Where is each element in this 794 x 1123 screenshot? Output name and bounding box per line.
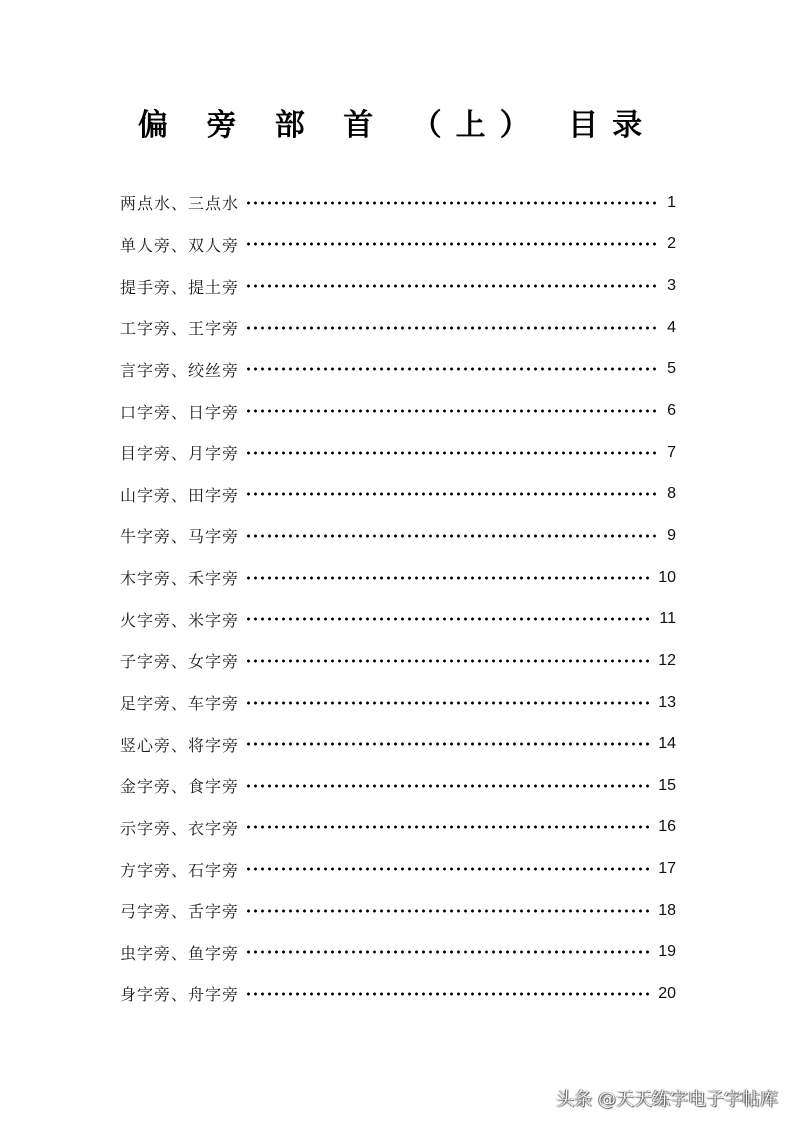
- dot-leader: [245, 617, 651, 621]
- toc-entry[interactable]: [120, 515, 676, 557]
- toc-entry[interactable]: [120, 349, 676, 391]
- toc-entry[interactable]: [120, 432, 676, 474]
- toc-entry-page: 15: [658, 776, 676, 794]
- toc-entry-page: 16: [658, 818, 676, 836]
- toc-entry-page: 14: [658, 735, 676, 753]
- toc-entry-label: 火字旁、米字旁: [120, 610, 240, 630]
- toc-entry-page: 6: [667, 402, 676, 420]
- toc-entry-page: 1: [667, 193, 676, 211]
- toc-entry[interactable]: [120, 640, 676, 682]
- dot-leader: [245, 867, 650, 871]
- toc-entry-label: 竖心旁、将字旁: [120, 735, 240, 755]
- toc-entry-label: 单人旁、双人旁: [120, 235, 240, 255]
- toc-entry[interactable]: [120, 307, 676, 349]
- toc-entry-label: 提手旁、提土旁: [120, 277, 240, 297]
- toc-entry-page: 4: [667, 318, 676, 336]
- toc-entry-label: 示字旁、衣字旁: [120, 818, 240, 838]
- toc-entry-label: 虫字旁、鱼字旁: [120, 943, 240, 963]
- dot-leader: [245, 784, 650, 788]
- toc-entry-page: 7: [667, 443, 676, 461]
- toc-entry-label: 弓字旁、舌字旁: [120, 902, 240, 922]
- dot-leader: [245, 992, 650, 996]
- toc-entry[interactable]: [120, 182, 676, 224]
- toc-entry-label: 两点水、三点水: [120, 194, 240, 214]
- toc-entry[interactable]: [120, 807, 676, 849]
- watermark: 头条 @天天练字电子字帖库: [556, 1089, 778, 1110]
- dot-leader: [245, 576, 650, 580]
- toc-entry[interactable]: [120, 973, 676, 1015]
- toc-entry-label: 工字旁、王字旁: [120, 319, 240, 339]
- page-title: 偏 旁 部 首 （上） 目录: [137, 108, 657, 143]
- toc-entry-label: 口字旁、日字旁: [120, 402, 240, 422]
- toc-entry-page: 2: [667, 235, 676, 253]
- toc-entry-label: 金字旁、食字旁: [120, 777, 240, 797]
- toc-entry-page: 20: [658, 984, 676, 1002]
- toc-entry[interactable]: [120, 598, 676, 640]
- dot-leader: [245, 409, 656, 413]
- toc-entry-label: 牛字旁、马字旁: [120, 527, 240, 547]
- dot-leader: [245, 492, 656, 496]
- dot-leader: [245, 451, 656, 455]
- dot-leader: [245, 534, 656, 538]
- toc-entry-page: 5: [667, 360, 676, 378]
- toc-entry-label: 言字旁、绞丝旁: [120, 360, 240, 380]
- toc-entry-page: 18: [658, 901, 676, 919]
- dot-leader: [245, 909, 650, 913]
- toc-entry[interactable]: [120, 890, 676, 932]
- toc-entry-label: 足字旁、车字旁: [120, 694, 240, 713]
- dot-leader: [245, 659, 650, 663]
- toc-entry[interactable]: [120, 723, 676, 765]
- dot-leader: [245, 326, 656, 330]
- toc-entry[interactable]: [120, 224, 676, 266]
- table-of-contents: [120, 182, 676, 1015]
- dot-leader: [245, 367, 656, 371]
- toc-entry-page: 8: [667, 485, 676, 503]
- toc-entry-label: 木字旁、禾字旁: [120, 569, 240, 589]
- toc-entry[interactable]: [120, 765, 676, 807]
- toc-entry[interactable]: [120, 932, 676, 974]
- toc-entry-label: 方字旁、石字旁: [120, 860, 240, 880]
- toc-entry[interactable]: [120, 265, 676, 307]
- toc-entry-label: 子字旁、女字旁: [120, 652, 240, 672]
- toc-entry-page: 3: [667, 277, 676, 295]
- dot-leader: [245, 201, 656, 205]
- toc-entry-page: 12: [658, 651, 676, 669]
- toc-entry[interactable]: [120, 473, 676, 515]
- dot-leader: [245, 242, 656, 246]
- toc-entry-page: 17: [658, 860, 676, 878]
- toc-entry-label: 目字旁、月字旁: [120, 444, 240, 464]
- toc-entry-page: 11: [659, 610, 676, 628]
- toc-entry[interactable]: [120, 390, 676, 432]
- toc-entry-label: 身字旁、舟字旁: [120, 985, 240, 1005]
- dot-leader: [245, 950, 650, 954]
- toc-entry[interactable]: [120, 557, 676, 599]
- toc-entry-page: 19: [658, 943, 676, 961]
- toc-entry-page: 13: [658, 693, 676, 711]
- toc-entry-page: 9: [667, 526, 676, 544]
- dot-leader: [245, 701, 650, 705]
- toc-entry-page: 10: [658, 568, 676, 586]
- toc-entry[interactable]: [120, 848, 676, 890]
- toc-entry[interactable]: [120, 682, 676, 724]
- toc-entry-label: 山字旁、田字旁: [120, 485, 240, 505]
- dot-leader: [245, 742, 650, 746]
- dot-leader: [245, 825, 650, 829]
- dot-leader: [245, 284, 656, 288]
